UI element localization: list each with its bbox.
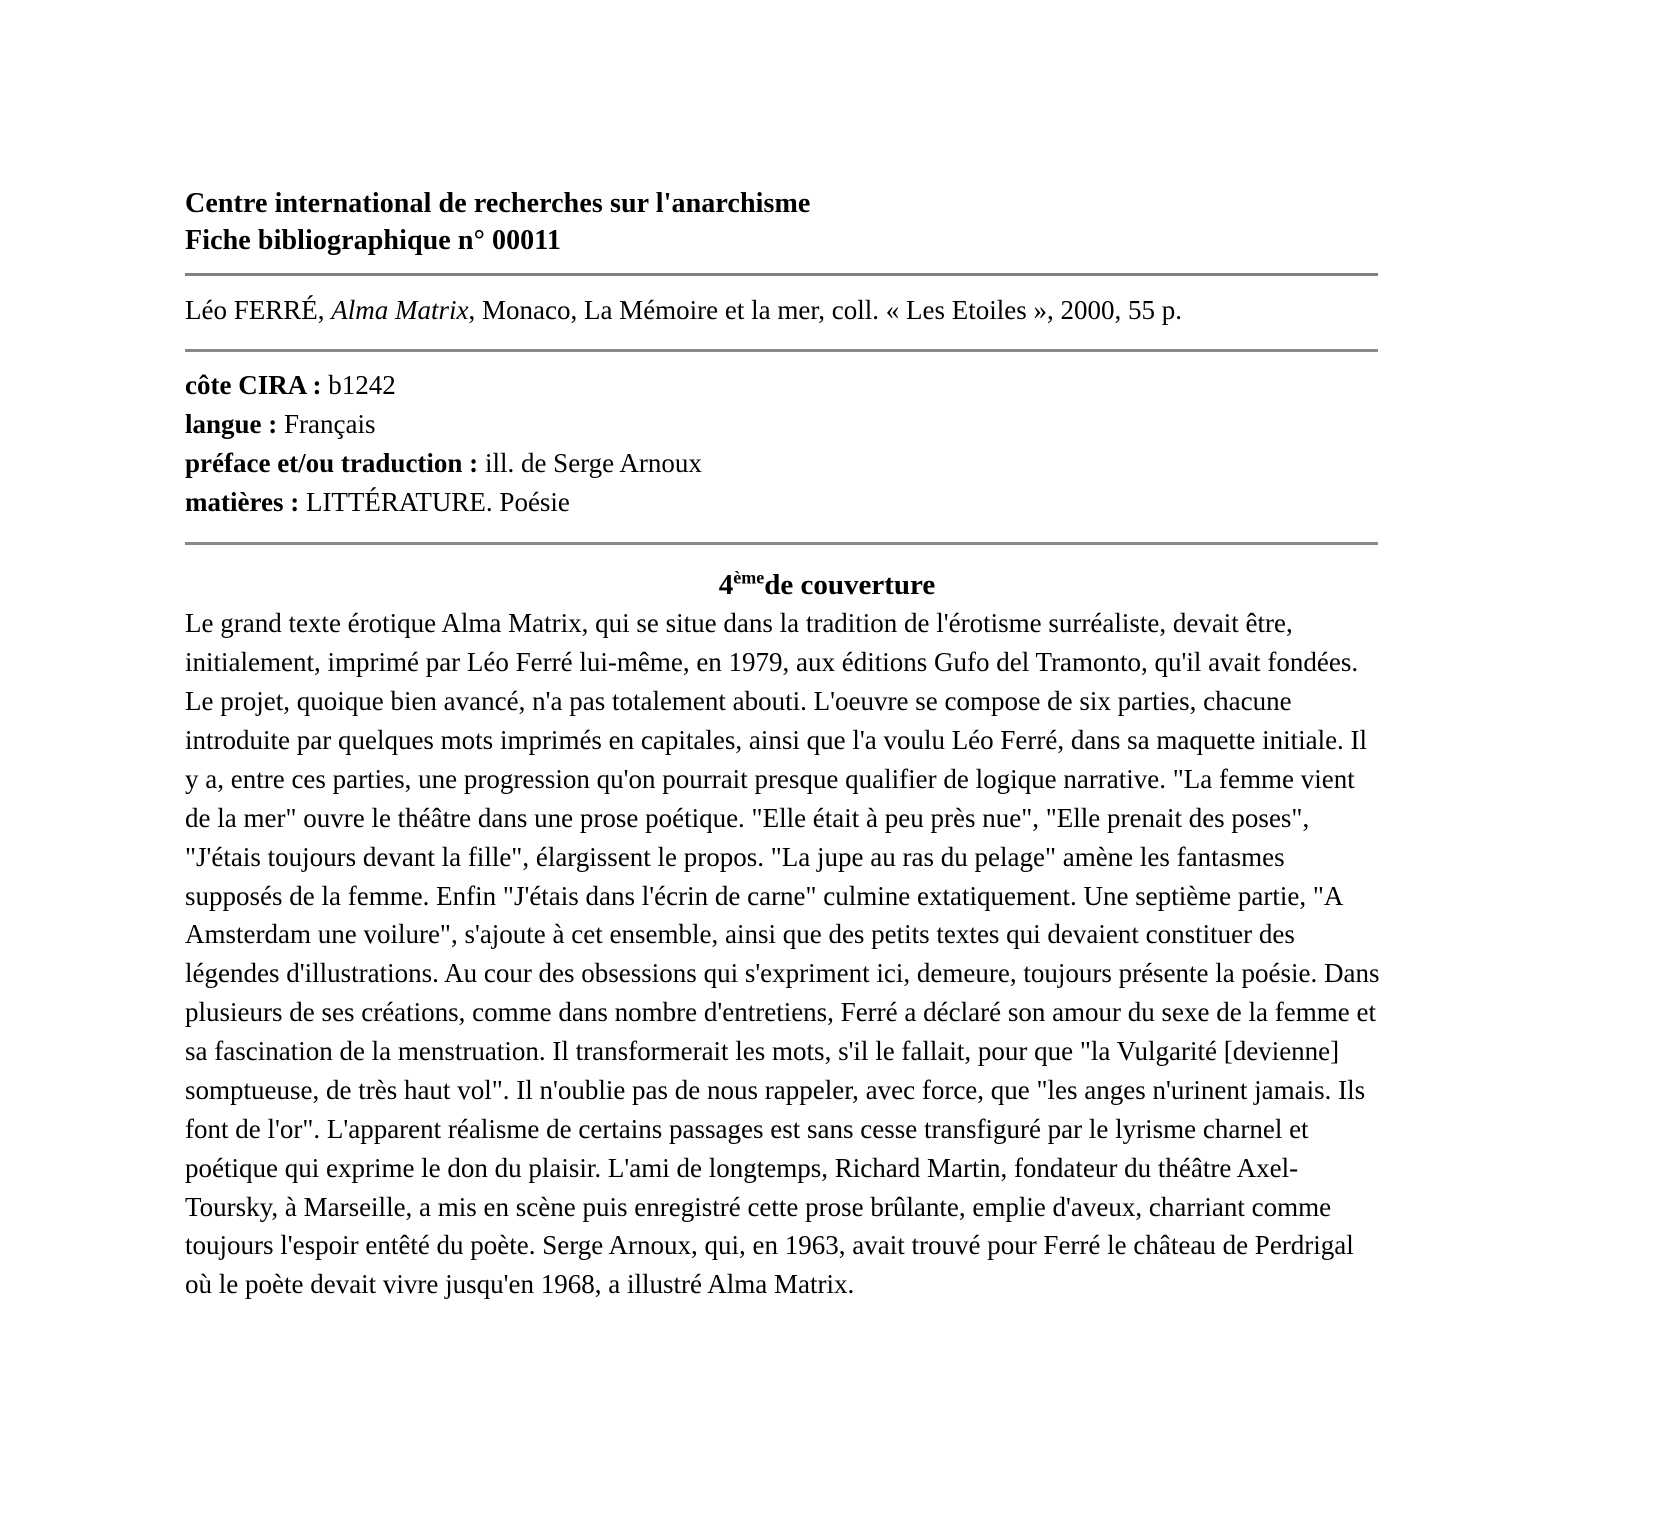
section-title xyxy=(185,569,1469,602)
section-title-prefix: 4 xyxy=(718,569,734,602)
citation-rest: , Monaco, La Mémoire et la mer, coll. « Les Etoiles », 2000, 55 p. xyxy=(468,295,1182,326)
divider-middle xyxy=(185,349,1378,352)
field-label: matières : xyxy=(185,487,300,518)
metadata-fields xyxy=(185,364,1469,529)
field-preface-traduction xyxy=(185,444,1469,483)
field-value: ill. de Serge Arnoux xyxy=(478,448,702,479)
field-value: LITTÉRATURE. Poésie xyxy=(299,487,570,518)
field-label: langue : xyxy=(185,409,278,440)
citation-title: Alma Matrix xyxy=(331,295,469,326)
field-value: Français xyxy=(277,409,376,440)
section-title-ordinal: ème xyxy=(733,567,765,588)
bibliographic-citation xyxy=(185,288,1469,334)
divider-bottom xyxy=(185,542,1378,545)
record-number: Fiche bibliographique n° 00011 xyxy=(185,225,561,257)
organization-title: Centre international de recherches sur l'anarchisme xyxy=(185,188,811,219)
field-matieres xyxy=(185,483,1469,522)
citation-author: Léo FERRÉ, xyxy=(185,295,332,326)
document-header xyxy=(185,185,1469,259)
divider-top xyxy=(185,273,1378,276)
section-title-suffix: de couverture xyxy=(764,569,936,602)
field-langue xyxy=(185,405,1469,444)
back-cover-text: Le grand texte érotique Alma Matrix, qui se situe dans la tradition de l'érotisme surréaliste, devait être, initialement, imprimé par Léo Ferré lui-même, en 1979, aux éditions Gufo del Tramonto, qu'il avait fondées. Le projet, quoique bien avancé, n'a pas totalement abouti. L'oeuvre se compose de six parties, chacune introduite par quelques mots imprimés en capitales, ainsi que l'a voulu Léo Ferré, dans sa maquette initiale. Il y a, entre ces parties, une progression qu'on pourrait presque qualifier de logique narrative. "La femme vient de la mer" ouvre le théâtre dans une prose poétique. "Elle était à peu près nue", "Elle prenait des poses", "J'étais toujours devant la fille", élargissent le propos. "La jupe au ras du pelage" amène les fantasmes supposés de la femme. Enfin "J'étais dans l'écrin de carne" culmine extatiquement. Une septième partie, "A Amsterdam une voilure", s'ajoute à cet ensemble, ainsi que des petits textes qui devaient constituer des légendes d'illustrations. Au cour des obsessions qui s'expriment ici, demeure, toujours présente la poésie. Dans plusieurs de ses créations, comme dans nombre d'entretiens, Ferré a déclaré son amour du sexe de la femme et sa fascination de la menstruation. Il transformerait les mots, s'il le fallait, pour que "la Vulgarité [devienne] somptueuse, de très haut vol". Il n'oublie pas de nous rappeler, avec force, que "les anges n'urinent jamais. Ils font de l'or". L'apparent réalisme de certains passages est sans cesse transfiguré par le lyrisme charnel et poétique qui exprime le don du plaisir. L'ami de longtemps, Richard Martin, fondateur du théâtre Axel-Toursky, à Marseille, a mis en scène puis enregistré cette prose brûlante, emplie d'aveux, charriant comme toujours l'espoir entêté du poète. Serge Arnoux, qui, en 1963, avait trouvé pour Ferré le château de Perdrigal où le poète devait vivre jusqu'en 1968, a illustré Alma Matrix. xyxy=(185,608,1380,1300)
field-label: côte CIRA : xyxy=(185,369,322,400)
field-label: préface et/ou traduction : xyxy=(185,448,479,479)
field-value: b1242 xyxy=(321,369,396,400)
field-cote-cira xyxy=(185,366,1469,405)
